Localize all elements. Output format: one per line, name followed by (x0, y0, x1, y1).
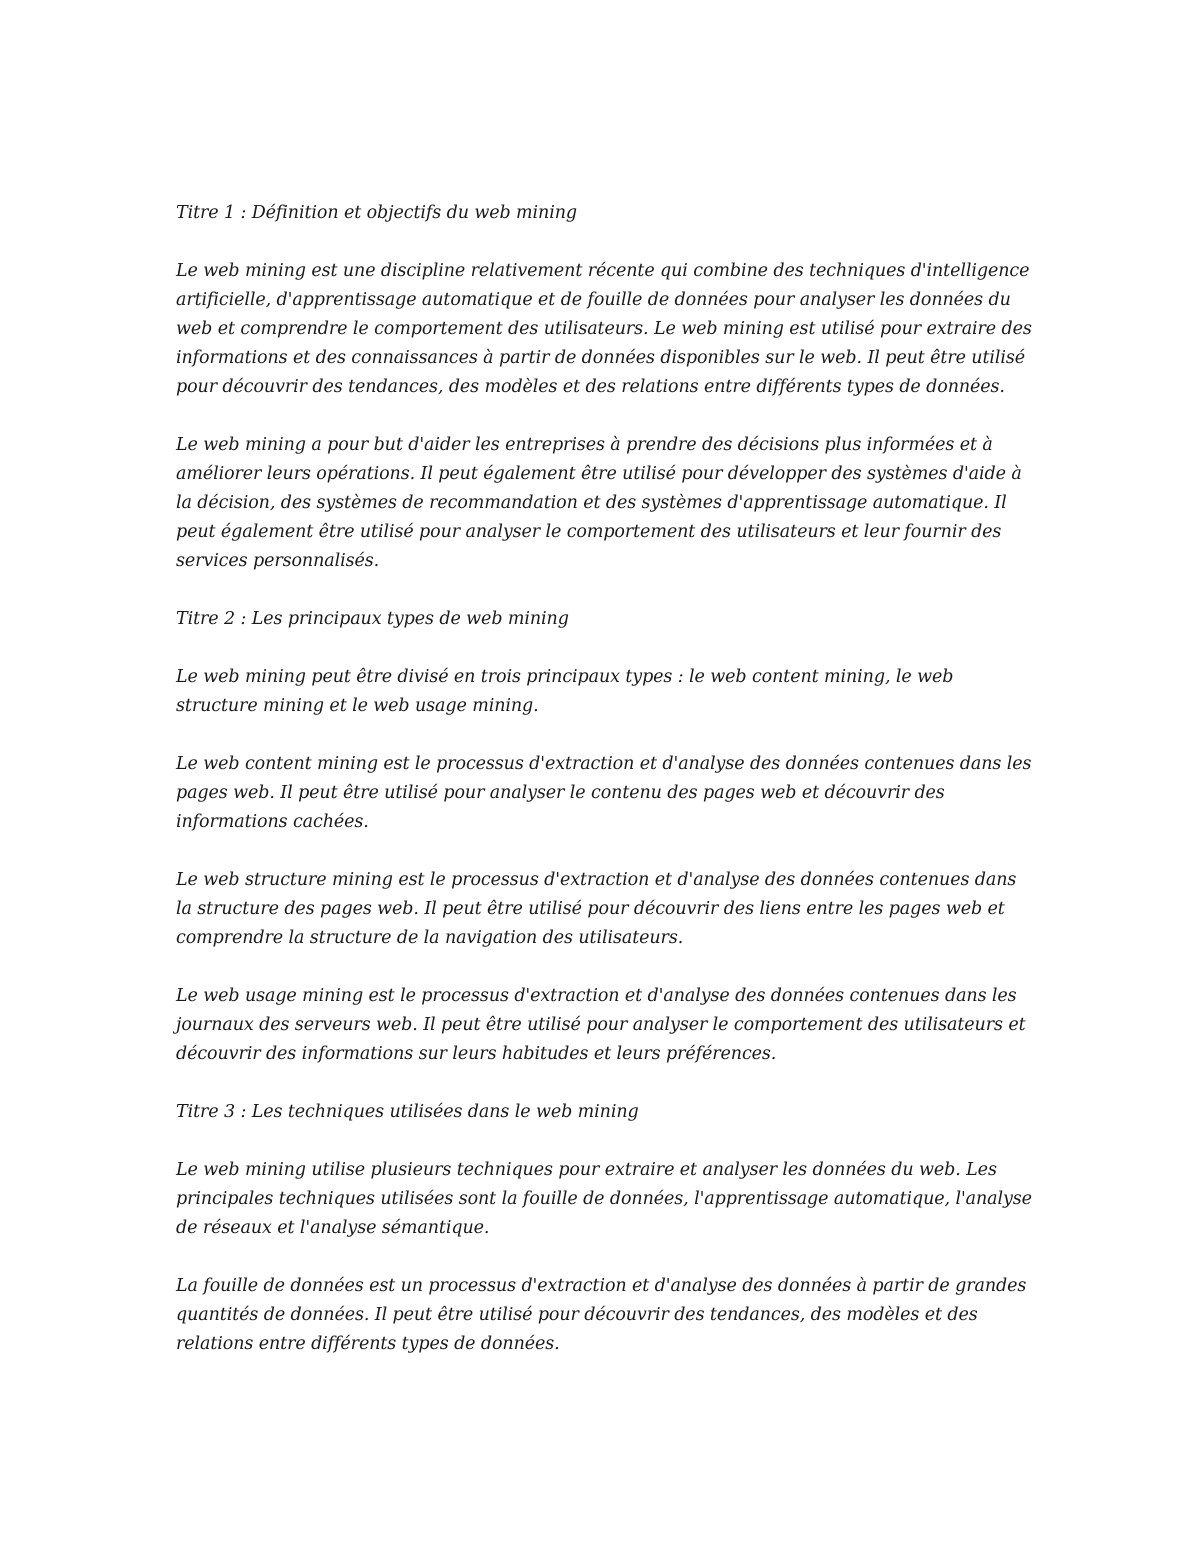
paragraph: Le web usage mining est le processus d'extraction et d'analyse des données contenues dans les journaux des serveurs web. Il peut être utilisé pour analyser le comportement des utilisateurs et découvrir des informations sur leurs habitudes et leurs préférences. (176, 986, 1026, 1064)
document-body (176, 199, 1036, 1388)
section-heading-1: Titre 1 : Définition et objectifs du web mining (176, 203, 577, 223)
section-heading-2: Titre 2 : Les principaux types de web mining (176, 609, 569, 629)
paragraph: Le web mining a pour but d'aider les entreprises à prendre des décisions plus informées et à améliorer leurs opérations. Il peut également être utilisé pour développer des systèmes d'aide à la décision, des systèmes de recommandation et des systèmes d'apprentissage automatique. Il peut également être utilisé pour analyser le comportement des utilisateurs et leur fournir des services personnalisés. (176, 435, 1022, 571)
paragraph: La fouille de données est un processus d'extraction et d'analyse des données à partir de grandes quantités de données. Il peut être utilisé pour découvrir des tendances, des modèles et des relations entre différents types de données. (176, 1276, 1027, 1354)
section-heading-3: Titre 3 : Les techniques utilisées dans le web mining (176, 1102, 639, 1122)
paragraph: Le web content mining est le processus d'extraction et d'analyse des données contenues dans les pages web. Il peut être utilisé pour analyser le contenu des pages web et découvrir des informations cachées. (176, 754, 1032, 832)
paragraph: Le web mining est une discipline relativement récente qui combine des techniques d'intelligence artificielle, d'apprentissage automatique et de fouille de données pour analyser les données du web et comprendre le comportement des utilisateurs. Le web mining est utilisé pour extraire des informations et des connaissances à partir de données disponibles sur le web. Il peut être utilisé pour découvrir des tendances, des modèles et des relations entre différents types de données. (176, 261, 1032, 397)
paragraph: Le web mining utilise plusieurs techniques pour extraire et analyser les données du web. Les principales techniques utilisées sont la fouille de données, l'apprentissage automatique, l'analyse de réseaux et l'analyse sémantique. (176, 1160, 1032, 1238)
paragraph: Le web structure mining est le processus d'extraction et d'analyse des données contenues dans la structure des pages web. Il peut être utilisé pour découvrir des liens entre les pages web et comprendre la structure de la navigation des utilisateurs. (176, 870, 1017, 948)
paragraph: Le web mining peut être divisé en trois principaux types : le web content mining, le web structure mining et le web usage mining. (176, 667, 954, 716)
